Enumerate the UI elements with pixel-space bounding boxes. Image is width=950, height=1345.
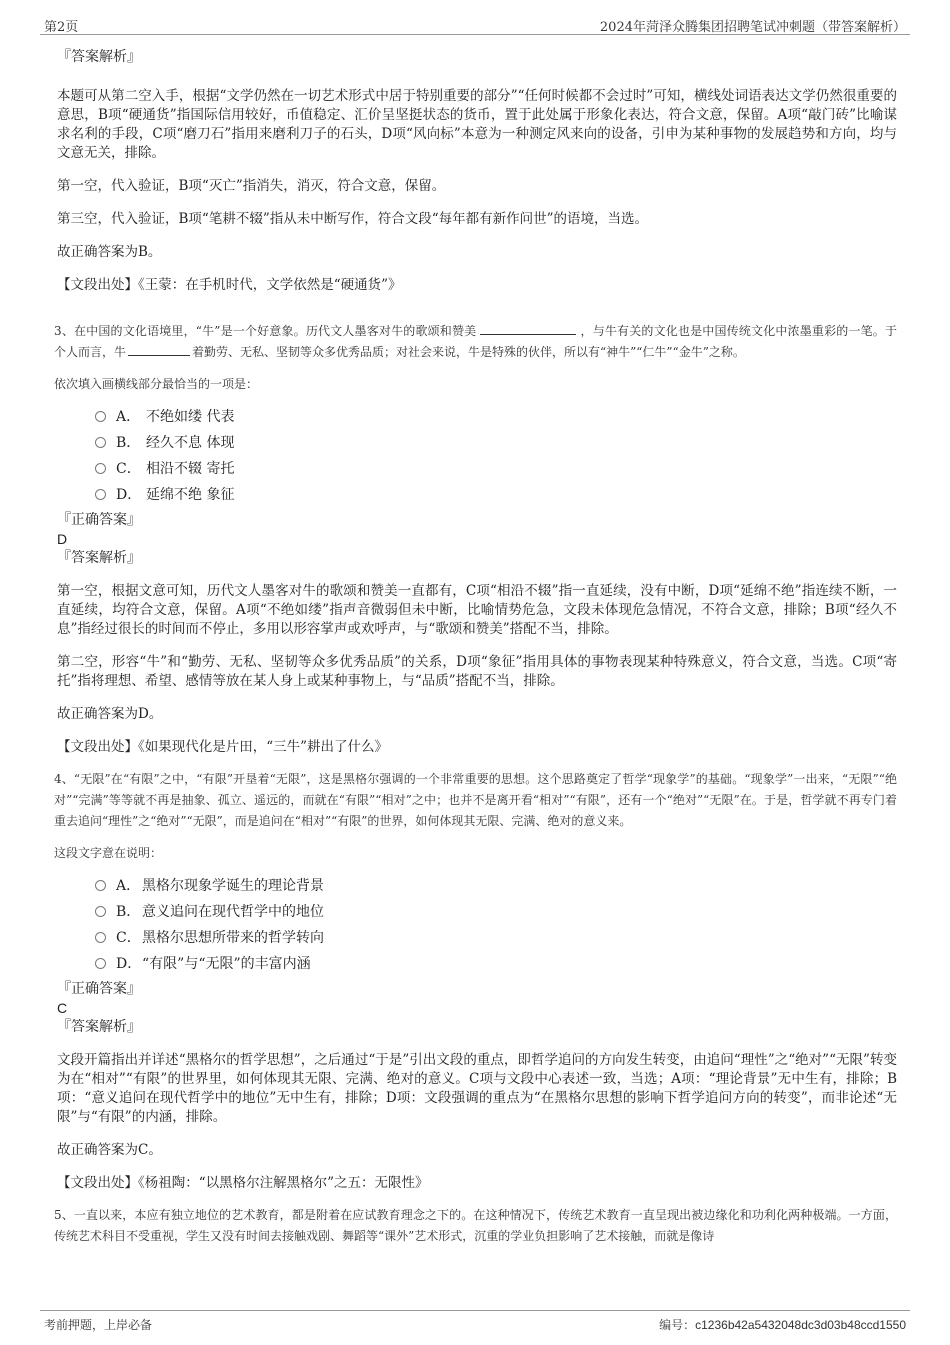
question-4-options	[57, 873, 897, 977]
analysis-paragraph: 第一空，根据文意可知，历代文人墨客对牛的歌颂和赞美一直都有，C项“相沿不辍”指一直延续，没有中断，D项“延绵不绝”指连续不断，一直延续，均符合文意，保留。A项“不绝如缕”指声音微弱但未中断，比喻情势危急，文段未体现危急情况，不符合文意，排除；B项“经久不息”指经过很长的时间而不停止，多用以形容掌声或欢呼声，与“歌颂和赞美”搭配不当，排除。	[57, 583, 897, 637]
option-a[interactable]: A． 不绝如缕 代表	[95, 404, 897, 430]
page-header	[40, 12, 910, 35]
question-3-stem: 3、在中国的文化语境里，“牛”是一个好意象。历代文人墨客对牛的歌颂和赞美 ，与牛有关的文化也是中国传统文化中浓墨重彩的一笔。于个人而言，牛 着勤劳、无私、坚韧等众多优秀品质；对社会来说，牛是特殊的伙伴，所以有“神牛”“仁牛”“金牛”之称。	[54, 324, 897, 359]
question-4-prompt: 这段文字意在说明：	[54, 846, 163, 860]
option-b[interactable]: B． 意义追问在现代哲学中的地位	[95, 899, 897, 925]
radio-icon[interactable]	[95, 463, 106, 474]
analysis-paragraph: 第二空，形容“牛”和“勤劳、无私、坚韧等众多优秀品质”的关系，D项“象征”指用具体的事物表现某种特殊意义，符合文意，当选。C项“寄托”指将理想、希望、感情等放在某人身上或某种事物上，与“品质”搭配不当，排除。	[57, 654, 897, 689]
radio-icon[interactable]	[95, 906, 106, 917]
question-3-options	[57, 404, 897, 508]
analysis-tag: 『答案解析』	[57, 1019, 141, 1035]
option-b[interactable]: B． 经久不息 体现	[95, 430, 897, 456]
option-c[interactable]: C．黑格尔思想所带来的哲学转向	[95, 925, 897, 951]
question-4-stem: 4、“无限”在“有限”之中，“有限”开垦着“无限”，这是黑格尔强调的一个非常重要的思想。这个思路奠定了哲学“现象学”的基础。“现象学”一出来，“无限”“绝对”“完满”等等就不再是抽象、孤立、遥远的，而就在“有限”“相对”之中；也并不是离开看“相对”“有限”，还有一个“绝对”“无限”在。于是，哲学就不再专门着重去追问“理性”之“绝对”“无限”，而是追问在“相对”“有限”的世界，如何体现其无限、完满、绝对的意义来。	[54, 772, 897, 828]
radio-icon[interactable]	[95, 489, 106, 500]
correct-answer: D	[57, 531, 68, 547]
analysis-paragraph: 第一空，代入验证，B项“灭亡”指消失，消灭，符合文意，保留。	[57, 178, 446, 194]
document-body	[54, 44, 897, 1247]
document-code: 编号：c1236b42a5432048dc3d03b48ccd1550	[659, 1318, 906, 1332]
radio-icon[interactable]	[95, 958, 106, 969]
radio-icon[interactable]	[95, 411, 106, 422]
page-footer	[40, 1310, 910, 1333]
correct-answer: C	[57, 1000, 68, 1016]
footer-slogan: 考前押题，上岸必备	[44, 1318, 153, 1332]
option-d[interactable]: D．“有限”与“无限”的丰富内涵	[95, 951, 897, 977]
analysis-paragraph: 第三空，代入验证，B项“笔耕不辍”指从未中断写作，符合文段“每年都有新作问世”的语境，当选。	[57, 211, 649, 227]
source-citation: 【文段出处】《王蒙：在手机时代，文学依然是“硬通货”》	[57, 277, 402, 293]
option-c[interactable]: C． 相沿不辍 寄托	[95, 456, 897, 482]
fill-blank	[480, 322, 576, 335]
source-citation: 【文段出处】《杨祖陶：“以黑格尔注解黑格尔”之五：无限性》	[57, 1175, 429, 1191]
option-a[interactable]: A． 黑格尔现象学诞生的理论背景	[95, 873, 897, 899]
page-number: 第2页	[44, 20, 79, 35]
question-5-stem: 5、一直以来，本应有独立地位的艺术教育，都是附着在应试教育理念之下的。在这种情况下，传统艺术教育一直呈现出被边缘化和功利化两种极端。一方面，传统艺术科目不受重视，学生又没有时间去接触戏剧、舞蹈等“课外”艺术形式，沉重的学业负担影响了艺术接触，而就是像诗	[54, 1208, 897, 1243]
fill-blank	[128, 343, 190, 356]
correct-answer-tag: 『正确答案』	[57, 981, 141, 997]
analysis-paragraph: 本题可从第二空入手，根据“文学仍然在一切艺术形式中居于特别重要的部分”“任何时候都不会过时”可知，横线处词语表达文学仍然很重要的意思，B项“硬通货”指国际信用较好，币值稳定、汇价呈坚挺状态的货币，置于此处属于形象化表达，符合文意，保留。A项“敲门砖”比喻谋求名利的手段，C项“磨刀石”指用来磨利刀子的石头，D项“风向标”本意为一种测定风来向的设备，引申为某种事物的发展趋势和方向，均与文意无关，排除。	[57, 88, 897, 161]
conclusion: 故正确答案为D。	[57, 706, 163, 722]
correct-answer-tag: 『正确答案』	[57, 512, 141, 528]
radio-icon[interactable]	[95, 437, 106, 448]
analysis-paragraph: 文段开篇指出并详述“黑格尔的哲学思想”，之后通过“于是”引出文段的重点，即哲学追问的方向发生转变，由追问“理性”之“绝对”“无限”转变为在“相对”“有限”的世界里，如何体现其无限、完满、绝对的意义。C项与文段中心表述一致，当选；A项：“理论背景”无中生有，排除；B项：“意义追问在现代哲学中的地位”无中生有，排除；D项：文段强调的重点为“在黑格尔思想的影响下哲学追问方向的转变”，而非论述“无限”与“有限”的内涵，排除。	[57, 1052, 897, 1125]
source-citation: 【文段出处】《如果现代化是片田，“三牛”耕出了什么》	[57, 739, 389, 755]
conclusion: 故正确答案为C。	[57, 1142, 162, 1158]
analysis-tag: 『答案解析』	[57, 550, 141, 566]
question-3-prompt: 依次填入画横线部分最恰当的一项是：	[54, 377, 259, 391]
analysis-tag: 『答案解析』	[57, 49, 141, 65]
conclusion: 故正确答案为B。	[57, 244, 162, 260]
radio-icon[interactable]	[95, 932, 106, 943]
radio-icon[interactable]	[95, 880, 106, 891]
option-d[interactable]: D． 延绵不绝 象征	[95, 482, 897, 508]
document-title: 2024年菏泽众腾集团招聘笔试冲刺题（带答案解析）	[599, 20, 906, 35]
